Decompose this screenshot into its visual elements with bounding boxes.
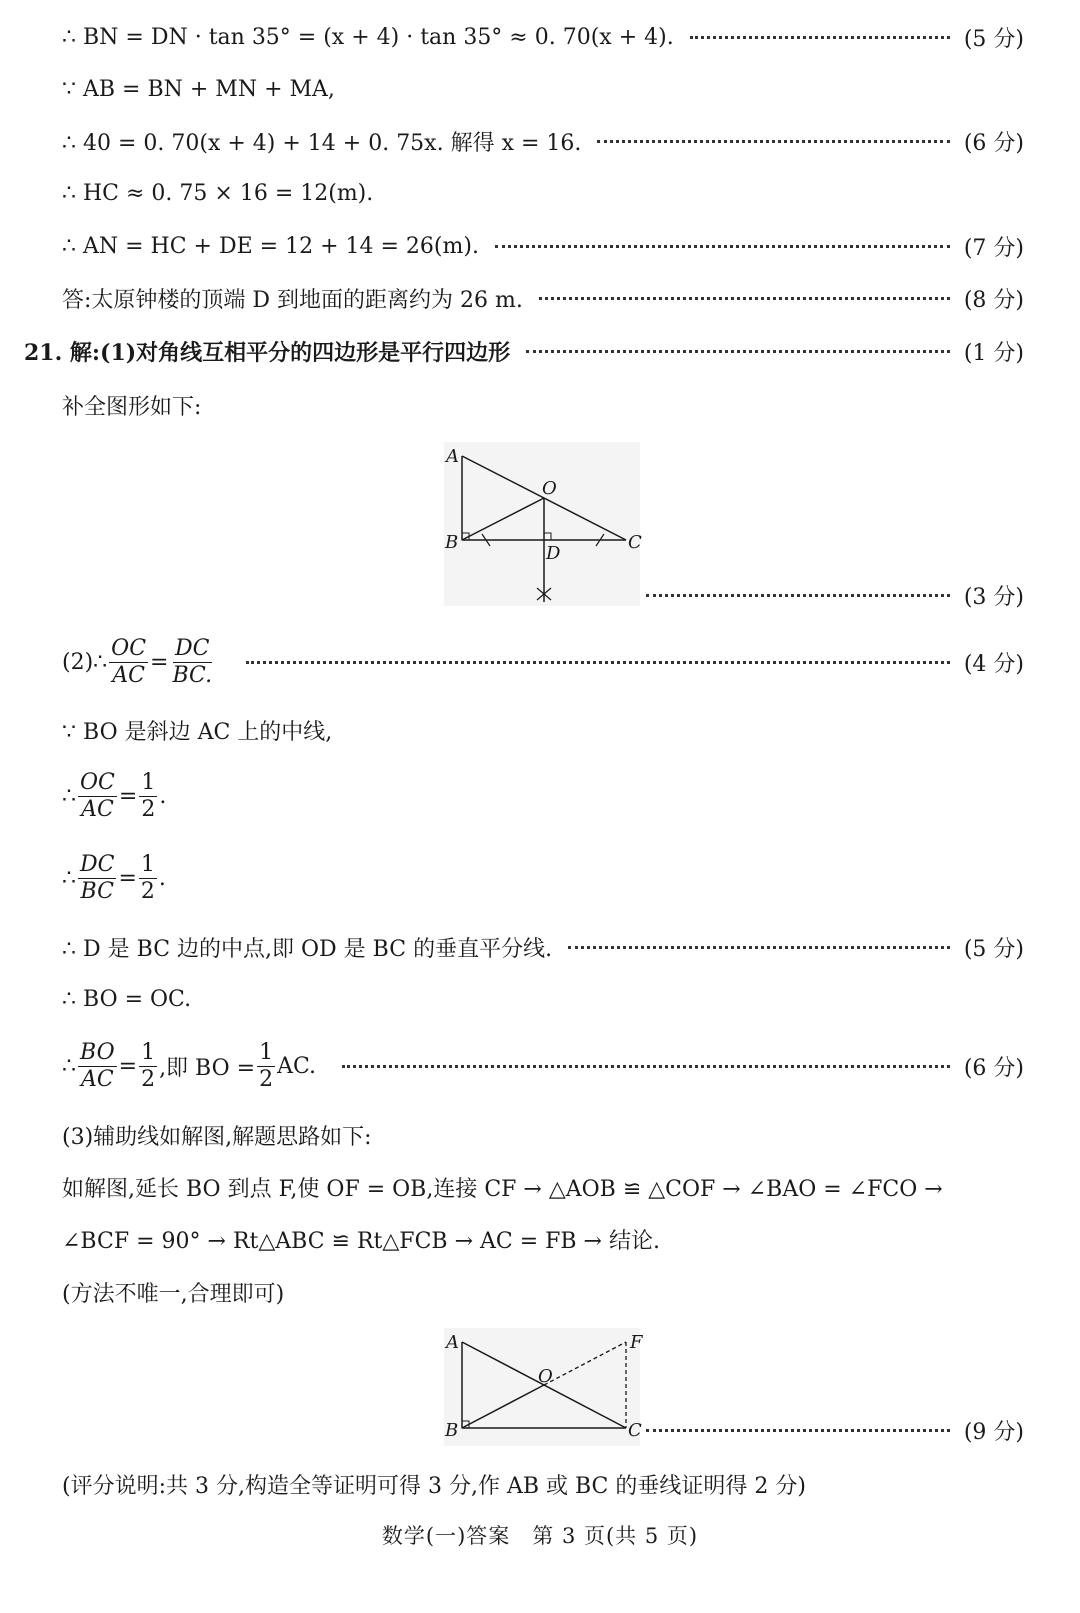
label-o: O	[542, 478, 557, 499]
figure-1-score-line	[646, 578, 1024, 612]
score-label: (7 分)	[963, 235, 1024, 261]
equation-suffix: .	[159, 783, 167, 809]
segment-bo	[462, 498, 544, 540]
solution-line-1	[62, 20, 1024, 54]
line-text: ∴ 40 = 0. 70(x + 4) + 14 + 0. 75x. 解得 x = 16.	[62, 130, 582, 156]
line-text: ∴ HC ≈ 0. 75 × 16 = 12(m).	[62, 180, 374, 206]
label-a: A	[446, 1332, 459, 1353]
denominator: AC	[112, 662, 145, 688]
denominator: 2	[259, 1066, 274, 1092]
score-label: (4 分)	[963, 651, 1024, 677]
line-text: (方法不唯一,合理即可)	[62, 1281, 285, 1307]
solution-line-17	[62, 1118, 1024, 1152]
fraction-dc-bc	[170, 635, 214, 688]
solution-line-13	[62, 852, 1024, 904]
equals-sign: =	[118, 865, 137, 891]
leader-dots	[597, 140, 949, 143]
numerator: 1	[140, 851, 155, 877]
numerator: DC	[80, 851, 115, 877]
fraction-dc-bc	[78, 851, 116, 904]
line-text: ∵ AB = BN + MN + MA,	[62, 76, 335, 102]
solution-line-18	[62, 1170, 1024, 1204]
score-label: (6 分)	[963, 130, 1024, 156]
line-text: ∴ D 是 BC 边的中点,即 OD 是 BC 的垂直平分线.	[62, 936, 553, 962]
solution-line-12	[62, 770, 1024, 822]
leader-dots	[646, 1429, 950, 1432]
denominator: BC.	[172, 662, 213, 688]
solution-line-10	[62, 636, 1024, 688]
numerator: 1	[259, 1039, 274, 1065]
score-label: (5 分)	[963, 936, 1024, 962]
numerator: DC	[175, 635, 210, 661]
solution-line-14	[62, 930, 1024, 964]
equation-prefix: ∴	[62, 783, 76, 809]
leader-dots	[568, 946, 950, 949]
score-label: (1 分)	[963, 340, 1024, 366]
label-b: B	[445, 532, 459, 553]
label-c: C	[628, 1420, 642, 1441]
numerator: 1	[141, 769, 156, 795]
leader-dots	[690, 36, 950, 39]
page-footer: 数学(一)答案 第 3 页(共 5 页)	[381, 1524, 699, 1548]
solution-line-20	[62, 1275, 1024, 1309]
equals-sign: =	[118, 783, 138, 809]
solution-line-11	[62, 713, 1024, 747]
question-21-header	[24, 334, 1024, 368]
equation-prefix: (2)∴	[62, 649, 108, 675]
figure-2-svg	[444, 1328, 643, 1446]
solution-line-3	[62, 124, 1024, 158]
line-text: 答:太原钟楼的顶端 D 到地面的距离约为 26 m.	[62, 287, 523, 313]
denominator: AC	[81, 796, 114, 822]
solution-line-19	[62, 1222, 1024, 1256]
label-c: C	[628, 532, 642, 553]
fraction-equation	[62, 1039, 317, 1092]
leader-dots	[539, 297, 950, 300]
denominator: BC	[80, 878, 114, 904]
solution-line-15	[62, 982, 1024, 1016]
denominator: AC	[80, 1066, 114, 1092]
score-label: (8 分)	[963, 287, 1024, 313]
equation-suffix: AC.	[277, 1053, 317, 1079]
fraction-equation	[62, 769, 167, 822]
score-label: (5 分)	[963, 26, 1024, 52]
fraction-bo-ac	[78, 1039, 117, 1092]
label-d: D	[546, 543, 561, 564]
line-text: (3)辅助线如解图,解题思路如下:	[62, 1124, 372, 1150]
figure-1-svg	[444, 442, 640, 606]
fraction-equation	[62, 851, 166, 904]
line-text: (评分说明:共 3 分,构造全等证明可得 3 分,作 AB 或 BC 的垂线证明得 2 分)	[62, 1473, 806, 1499]
line-text: ∴ AN = HC + DE = 12 + 14 = 26(m).	[62, 233, 479, 259]
line-text: ∴ BO = OC.	[62, 986, 192, 1012]
fraction-oc-ac	[109, 635, 148, 688]
fraction-equation	[62, 635, 216, 688]
solution-line-5	[62, 229, 1024, 263]
line-text: 21. 解:(1)对角线互相平分的四边形是平行四边形	[24, 339, 511, 366]
line-text: 补全图形如下:	[62, 394, 202, 420]
label-o: O	[538, 1366, 553, 1387]
line-text: 如解图,延长 BO 到点 F,使 OF = OB,连接 CF → △AOB ≌ △COF → ∠BAO = ∠FCO →	[62, 1176, 943, 1202]
segment-of-dashed	[544, 1342, 626, 1385]
score-label: (3 分)	[963, 584, 1024, 610]
fraction-one-half-2	[257, 1039, 275, 1092]
figure-triangle-abc-median	[444, 442, 640, 606]
numerator: OC	[80, 769, 115, 795]
solution-line-16	[62, 1040, 1024, 1092]
scoring-note	[62, 1467, 1024, 1501]
denominator: 2	[140, 878, 155, 904]
line-text: ∴ BN = DN · tan 35° = (x + 4) · tan 35° ≈ 0. 70(x + 4).	[62, 24, 674, 50]
leader-dots	[495, 245, 950, 248]
solution-line-6	[62, 281, 1024, 315]
solution-line-4	[62, 176, 1024, 210]
leader-dots	[526, 350, 950, 353]
fraction-one-half	[139, 851, 157, 904]
numerator: BO	[80, 1039, 115, 1065]
numerator: 1	[141, 1039, 156, 1065]
fraction-one-half	[139, 769, 157, 822]
fraction-one-half	[139, 1039, 157, 1092]
numerator: OC	[111, 635, 147, 661]
denominator: 2	[141, 1066, 156, 1092]
equals-sign: =	[150, 649, 169, 675]
equation-prefix: ∴	[62, 1053, 76, 1079]
figure-rectangle-auxiliary	[444, 1328, 643, 1446]
fraction-oc-ac	[78, 769, 117, 822]
equation-prefix: ∴	[62, 865, 76, 891]
denominator: 2	[141, 796, 156, 822]
label-f: F	[630, 1332, 643, 1353]
score-label: (6 分)	[963, 1055, 1024, 1081]
solution-line-8	[62, 388, 1024, 422]
score-label: (9 分)	[963, 1419, 1024, 1445]
equation-middle: ,即 BO =	[159, 1055, 256, 1081]
equals-sign: =	[118, 1053, 138, 1079]
segment-bo	[462, 1385, 544, 1428]
leader-dots	[246, 661, 950, 664]
equation-suffix: .	[158, 865, 166, 891]
leader-dots	[646, 594, 950, 597]
label-b: B	[445, 1420, 459, 1441]
leader-dots	[342, 1065, 950, 1068]
line-text: ∠BCF = 90° → Rt△ABC ≌ Rt△FCB → AC = FB → 结论.	[62, 1228, 660, 1254]
line-text: ∵ BO 是斜边 AC 上的中线,	[62, 719, 333, 745]
label-a: A	[446, 446, 459, 467]
right-angle-mark-d	[544, 533, 551, 540]
solution-line-2	[62, 72, 1024, 106]
figure-2-score-line	[646, 1413, 1024, 1447]
